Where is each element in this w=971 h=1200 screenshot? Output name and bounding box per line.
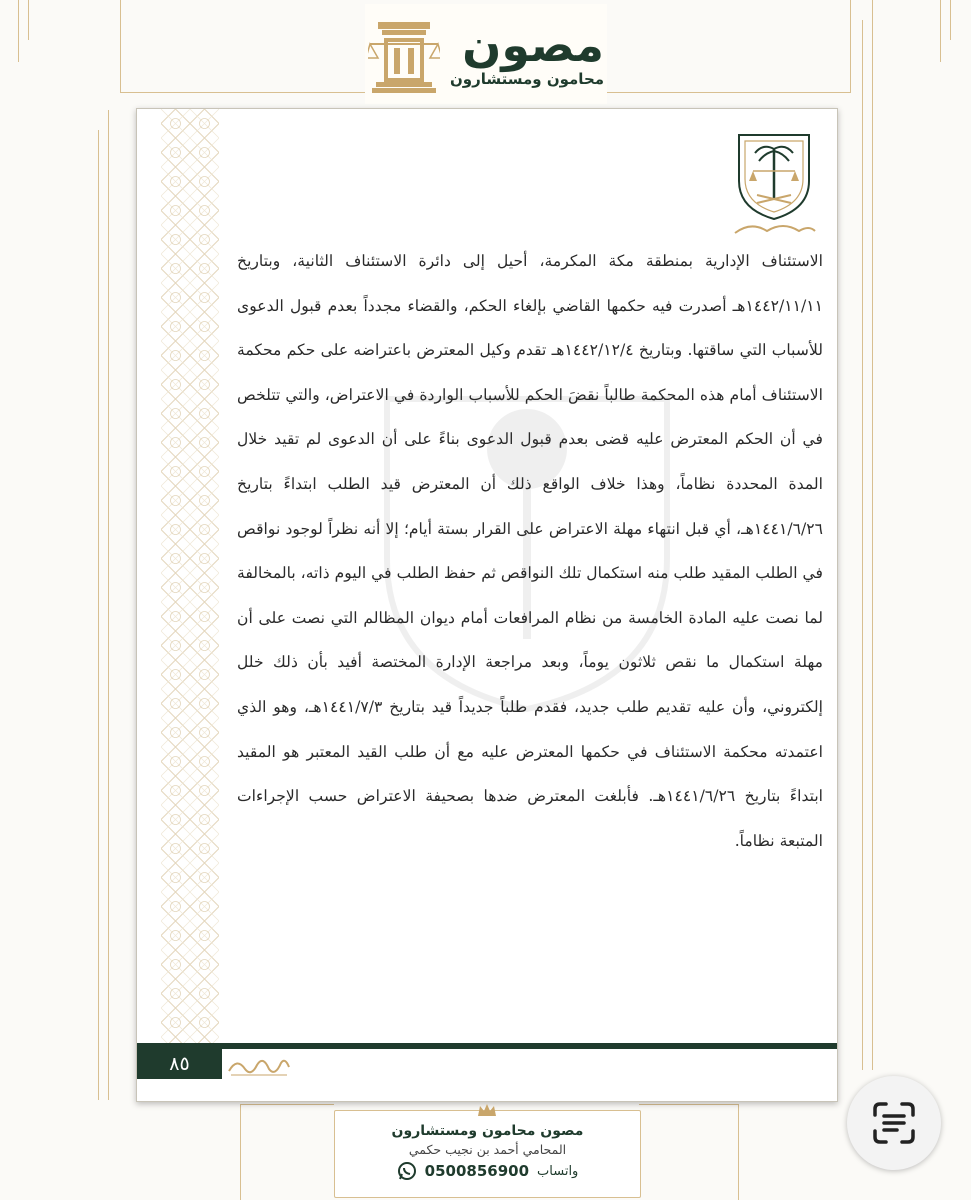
frame-line [639,1104,739,1105]
document-paragraph: الاستئناف الإدارية بمنطقة مكة المكرمة، أحيل إلى دائرة الاستئناف الثانية، وبتاريخ ١٤٤٢/١١/١١هـ أصدرت فيه حكمها القاضي بإلغاء الحكم، والقضاء مجدداً بعدم قبول الدعوى للأسباب التي ساقتها. وبتاريخ ١٤٤٢/١٢/٤هـ تقدم وكيل المعترض باعتراضه على حكم محكمة الاستئناف أمام هذه المحكمة طالباً نقضَ الحكم للأسباب الواردة في الاعتراض، والتي تتلخص في أن الحكم المعترض عليه قضى بعدم قبول الدعوى بناءً على أن الدعوى لم تقيد خلال المدة المحددة نظاماً، وهذا خلاف الواقع ذلك أن المعترض قيد الطلب ابتداءً بتاريخ ١٤٤١/٦/٢٦هـ، أي قبل انتهاء مهلة الاعتراض على القرار بستة أيام؛ إلا أنه نظراً لوجود نواقص في الطلب المقيد طلب منه استكمال تلك النواقص ثم حفظ الطلب في اليوم ذاته، بالمخالفة لما نصت عليه المادة الخامسة من نظام المرافعات أمام ديوان المظالم التي نصت على أن مهلة استكمال ما نقص ثلاثون يوماً، وبعد مراجعة الإدارة المختصة أفيد بأن ذلك خلل إلكتروني، وأن عليه تقديم طلب جديد، فقدم طلباً جديداً قيد بتاريخ ١٤٤١/٧/٣هـ، وهو الذي اعتمدته محكمة الاستئناف في حكمها المعترض عليه مع أن طلب القيد المعتبر هو المقيد ابتداءً بتاريخ ١٤٤١/٦/٢٦هـ. فأبلغت المعترض ضدها بصحيفة الاعتراض حسب الإجراءات المتبعة نظاماً. [237,252,824,850]
frame-line [950,0,951,40]
frame-line [738,1104,739,1200]
frame-line [240,1104,334,1105]
frame-line [872,0,873,1070]
scales-logo-icon [368,14,440,94]
live-text-scan-icon [872,1101,916,1145]
brand-subtitle: محامون ومستشارون [449,70,605,88]
contact-firm-name: مصون محامون ومستشارون [391,1123,584,1139]
contact-lawyer-name: المحامي أحمد بن نجيب حكمي [408,1142,567,1157]
frame-line [120,92,365,93]
footer-bar [137,1043,837,1049]
brand-name: مصون [462,18,605,72]
crown-icon [477,1103,497,1117]
frame-line [940,0,941,62]
brand-logo [365,4,607,104]
document-body [237,239,823,863]
frame-line [240,1104,241,1200]
frame-line [98,130,99,1100]
board-of-grievances-emblem-icon [727,121,821,239]
frame-line [862,20,863,1070]
contact-card [334,1110,641,1198]
frame-line [28,0,29,40]
contact-phone[interactable]: 0500856900 [424,1162,530,1180]
document-page [136,108,838,1102]
live-text-scan-button[interactable] [847,1076,941,1170]
frame-line [120,0,121,92]
page-number: ٨٥ [137,1049,222,1079]
frame-line [108,110,109,1100]
frame-line [18,0,19,62]
contact-phone-row [335,1161,640,1181]
geometric-pattern-border-icon [161,109,219,1044]
calligraphy-logo-icon [227,1051,291,1079]
frame-line [850,0,851,92]
frame-line [607,92,851,93]
whatsapp-label: واتساب [537,1163,579,1179]
whatsapp-icon [397,1161,417,1181]
